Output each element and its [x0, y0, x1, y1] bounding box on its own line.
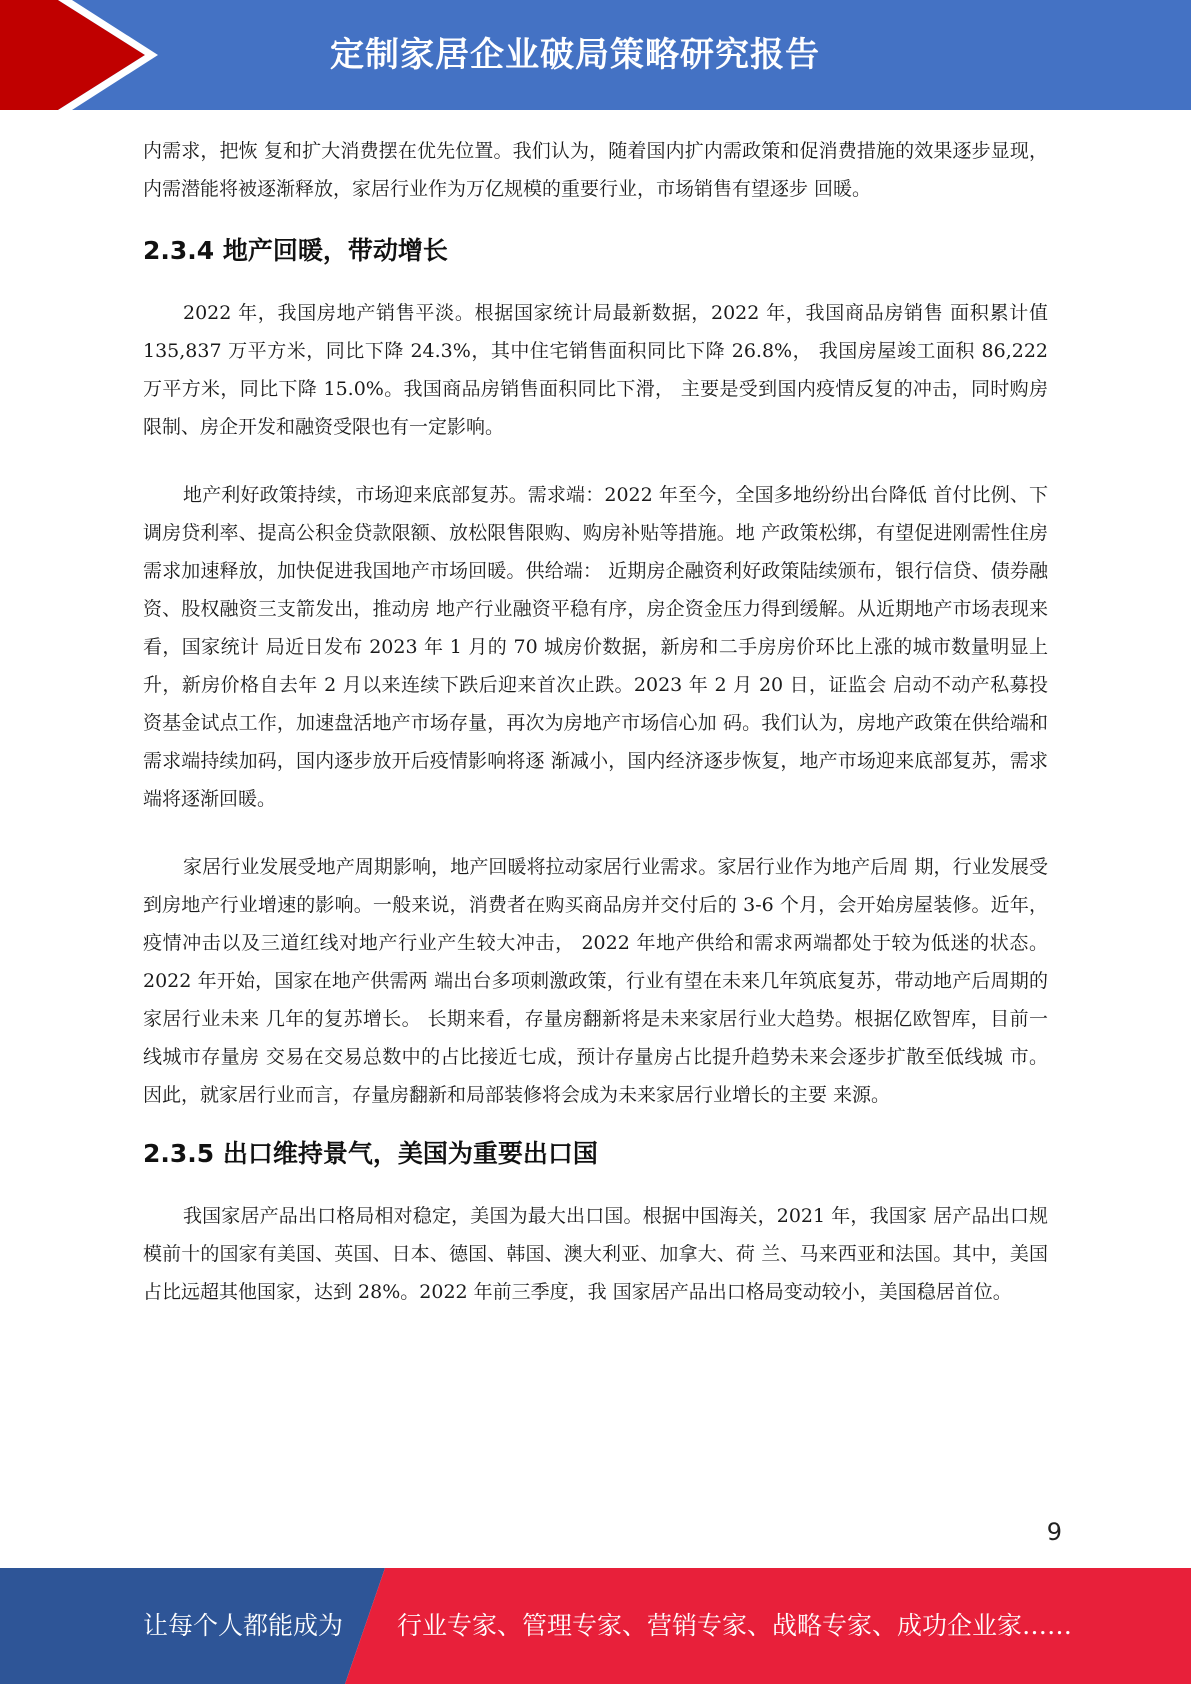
paragraph-consumption: 内需求，把恢 复和扩大消费摆在优先位置。我们认为，随着国内扩内需政策和促消费措施的效果逐步显现，内需潜能将被逐渐释放，家居行业作为万亿规模的重要行业，市场销售有望逐步 回暖。 [143, 140, 1048, 200]
report-title: 定制家居企业破局策略研究报告 [330, 35, 820, 75]
section-heading-2-3-5: 2.3.5 出口维持景气，美国为重要出口国 [143, 1139, 598, 1168]
footer-slogan-left: 让每个人都能成为 [143, 1611, 344, 1640]
page-footer [0, 1568, 1191, 1684]
paragraph-home-furnishing-cycle: 家居行业发展受地产周期影响，地产回暖将拉动家居行业需求。家居行业作为地产后周 期，行业发展受到房地产行业增速的影响。一般来说，消费者在购买商品房并交付后的 3-6 个月，会开始房屋装修。近年，疫情冲击以及三道红线对地产行业产生较大冲击， 2022 年地产供给和需求两端都处于较为低迷的状态。2022 年开始，国家在地产供需两 端出台多项刺激政策，行业有望在未来几年筑底复苏，带动地产后周期的家居行业未来 几年的复苏增长。 长期来看，存量房翻新将是未来家居行业大趋势。根据亿欧智库，目前一线城市存量房 交易在交易总数中的占比接近七成，预计存量房占比提升趋势未来会逐步扩散至低线城 市。因此，就家居行业而言，存量房翻新和局部装修将会成为未来家居行业增长的主要 来源。 [143, 856, 1048, 1106]
page-content [143, 132, 1048, 1311]
paragraph-property-sales: 2022 年，我国房地产销售平淡。根据国家统计局最新数据，2022 年，我国商品房销售 面积累计值 135,837 万平方米，同比下降 24.3%，其中住宅销售面积同比下降 26.8%， 我国房屋竣工面积 86,222 万平方米，同比下降 15.0%。我国商品房销售面积同比下滑， 主要是受到国内疫情反复的冲击，同时购房限制、房企开发和融资受限也有一定影响。 [143, 302, 1048, 438]
paragraph-exports: 我国家居产品出口格局相对稳定，美国为最大出口国。根据中国海关，2021 年，我国家 居产品出口规模前十的国家有美国、英国、日本、德国、韩国、澳大利亚、加拿大、荷 兰、马来西亚和法国。其中，美国占比远超其他国家，达到 28%。2022 年前三季度，我 国家居产品出口格局变动较小，美国稳居首位。 [143, 1205, 1048, 1303]
page-header [0, 0, 1191, 110]
page-number: 9 [1046, 1518, 1062, 1546]
footer-slogan-right: 行业专家、管理专家、营销专家、战略专家、成功企业家…… [397, 1611, 1073, 1640]
section-heading-2-3-4: 2.3.4 地产回暖，带动增长 [143, 236, 448, 265]
paragraph-policy-recovery: 地产利好政策持续，市场迎来底部复苏。需求端：2022 年至今，全国多地纷纷出台降低 首付比例、下调房贷利率、提高公积金贷款限额、放松限售限购、购房补贴等措施。地 产政策松绑，有望促进刚需性住房需求加速释放，加快促进我国地产市场回暖。供给端： 近期房企融资利好政策陆续颁布，银行信贷、债券融资、股权融资三支箭发出，推动房 地产行业融资平稳有序，房企资金压力得到缓解。从近期地产市场表现来看，国家统计 局近日发布 2023 年 1 月的 70 城房价数据，新房和二手房房价环比上涨的城市数量明显上升，新房价格自去年 2 月以来连续下跌后迎来首次止跌。2023 年 2 月 20 日，证监会 启动不动产私募投资基金试点工作，加速盘活地产市场存量，再次为房地产市场信心加 码。我们认为，房地产政策在供给端和需求端持续加码，国内逐步放开后疫情影响将逐 渐减小，国内经济逐步恢复，地产市场迎来底部复苏，需求端将逐渐回暖。 [143, 484, 1048, 810]
